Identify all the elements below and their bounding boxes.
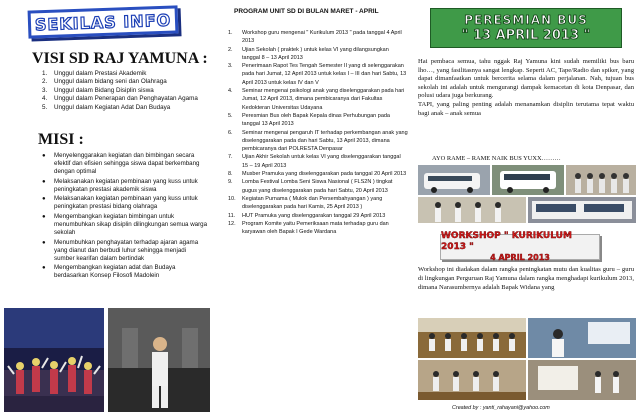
sekilas-info-text: SEKILAS INFO — [34, 10, 172, 34]
bus-photo — [418, 165, 490, 195]
program-item: 8. Musber Pramuka yang diselenggarakan pada tanggal 20 April 2013 — [228, 171, 407, 178]
workshop-banner-title: WORKSHOP " KURIKULUM 2013 " — [441, 231, 572, 252]
bullet-icon: ● — [42, 265, 46, 272]
program-item: 9. Lomba Festival Lomba Seni Siswa Nasional ( FLS2N ) tingkat gugus yang diselenggarakan pada hari Sabtu, 20 April 2013 — [228, 179, 393, 194]
program-item: 5. Peresmian Bus oleh Bapak Kepala dinas Perhubungan pada tanggal 13 April 2013 — [228, 112, 390, 128]
bus-photo-collage — [418, 165, 636, 223]
bus-banner-date: " 13 APRIL 2013 " — [461, 28, 591, 43]
workshop-banner — [440, 231, 600, 262]
bullet-icon: ● — [42, 178, 46, 185]
misi-title: MISI : — [38, 131, 84, 148]
visi-list — [42, 70, 210, 112]
misi-list — [42, 152, 208, 282]
bullet-icon: ● — [42, 153, 46, 159]
program-item: 6. Seminar mengenai pengaruh IT terhadap perkembangan anak yang diselenggarakan pada dan hari Sabtu, 13 April 2013, dimana pembicaranya dari POLRESTA Denpasar — [228, 129, 408, 153]
bullet-icon: ● — [42, 196, 46, 203]
group-photo — [566, 165, 636, 195]
workshop-photo — [528, 318, 636, 358]
misi-item: ● Mengembangkan kegiatan adat dan Budaya berdasarkan Konsep Filosofi Madolein — [42, 264, 176, 280]
workshop-banner-date: 4 APRIL 2013 — [490, 253, 550, 262]
program-item: 3. Penerimaan Rapot Tes Tengah Semester II yang di selenggarakan pada hari Jumat, 12 April 2013 untuk kelas I – III dan hari Sabtu, 13 April 2013 untuk kelas IV dan V — [228, 63, 407, 86]
program-title: PROGRAM UNIT SD DI BULAN MARET - APRIL — [234, 8, 379, 15]
visi-item: 3. Unggul dalam Bidang Disiplin siswa — [42, 86, 154, 94]
right-column — [410, 0, 640, 418]
bus-caption: AYO RAME – RAME NAIK BUS YUXX……… — [432, 155, 561, 162]
sekilas-info-banner — [28, 5, 179, 38]
program-item: 11. HUT Pramuka yang diselenggarakan tanggal 29 April 2013 — [228, 212, 386, 219]
program-item: 4. Seminar mengenai psikologi anak yang diselenggarakan pada hari Jumat, 12 April 2013, dimana pembicaranya dari Fakultas Kedokteran Universitas Udayana — [228, 88, 405, 111]
misi-item: ● Mengembangkan kegiatan bimbingan untuk menumbuhkan sikap disiplin dilingkungan semua warga sekolah — [42, 212, 208, 237]
left-column — [0, 0, 212, 418]
middle-column — [212, 0, 410, 418]
bus-photo — [492, 165, 564, 195]
visi-item: 5. Unggul dalam Kegiatan Adat Dan Budaya — [42, 103, 171, 111]
visi-title: VISI SD RAJ YAMUNA : — [32, 50, 208, 67]
program-list — [228, 29, 408, 236]
bus-interior-photo — [528, 197, 636, 223]
bus-paragraph: TAPI, yang paling penting adalah menanamkan disiplin terutama tepat waktu bagi anak – anak semua — [418, 100, 634, 117]
ceremony-photo — [418, 197, 526, 223]
visi-item: 1. Unggul dalam Prestasi Akademik — [42, 70, 147, 77]
misi-item: ● Menyelenggarakan kegiatan dan bimbingan secara efektif dan efisien sehingga siswa dapat berkembang dengan optimal — [42, 152, 200, 176]
bullet-icon: ● — [42, 213, 46, 220]
program-item: 10. Kegiatan Purnama ( Mulok dan Persembahyangan ) yang diselenggarakan pada hari Kamis, 25 April 2013 ) — [228, 195, 383, 211]
program-item: 7. Ujian Akhir Sekolah untuk kelas VI yang diselenggarakan tanggal 15 – 19 April 2013 — [228, 154, 401, 169]
misi-item: ● Melaksanakan kegiatan pembinaan yang kuss untuk peningkatan prestasi akademik siswa — [42, 177, 198, 193]
workshop-photo — [418, 318, 526, 358]
workshop-paragraph: Workshop ini diadakan dalam rangka peningkatan mutu dan kualitas guru – guru di lingkungan Perguruan Raj Yamuna dalam rangka menghadapi kurikulum 2013, dimana Narasumbernya adalah Bapak Widana yang — [418, 266, 634, 291]
bullet-icon: ● — [42, 239, 46, 246]
program-item: 2. Ujian Sekolah ( praktek ) untuk kelas VI yang dilangsungkan tanggal 8 – 13 April 2013 — [228, 46, 389, 61]
dance-performance-photo — [4, 308, 104, 412]
bus-article — [418, 58, 634, 118]
workshop-photo — [418, 360, 526, 400]
misi-item: ● Melaksanakan kegiatan pembinaan yang kuss untuk peningkatan prestasi bidang olahraga — [42, 195, 198, 211]
speaker-stage-photo — [108, 308, 210, 412]
visi-item: 4. Unggul dalam Penerapan dan Penghayatan Agama — [42, 95, 198, 103]
program-item: 12. Program Komite yaitu Pemeriksaan mata terhadap guru dan karyawan oleh Bapak I Gede Wardana — [228, 220, 389, 236]
peresmian-bus-banner — [430, 8, 622, 48]
misi-item: ● Menumbuhkan penghayatan terhadap ajaran agama yang dianut dan berbudi luhur sehingga menjadi sumber kearifan dalam bertindak — [42, 238, 199, 262]
credit-line: Created by : yanti_rahayani@yahoo.com — [452, 405, 550, 411]
bus-banner-title: PERESMIAN BUS — [464, 13, 588, 27]
workshop-photo-collage — [418, 318, 636, 400]
workshop-photo — [528, 360, 636, 400]
bus-paragraph: Hai pembaca semua, tahu nggak Raj Yamuna kini sudah memiliki bus baru lho…, yang fasilitasnya sangat lengkap. Seperti AC, Tape/Radio dan spiker, yang dapat dimanfaatkan untuk bercerita selama dalam perjalanan. Nah, tujuan bus sekolah ini adalah untuk mengurangi dampak kemacetan di kota Denpasar, dan polusi udara juga berkurang. — [418, 58, 634, 100]
visi-item: 2. Unggul dalam bidang seni dan Olahraga — [42, 78, 167, 86]
program-item: 1. Workshop guru mengenai " Kurikulum 2013 " pada tanggal 4 April 2013 — [228, 30, 402, 45]
